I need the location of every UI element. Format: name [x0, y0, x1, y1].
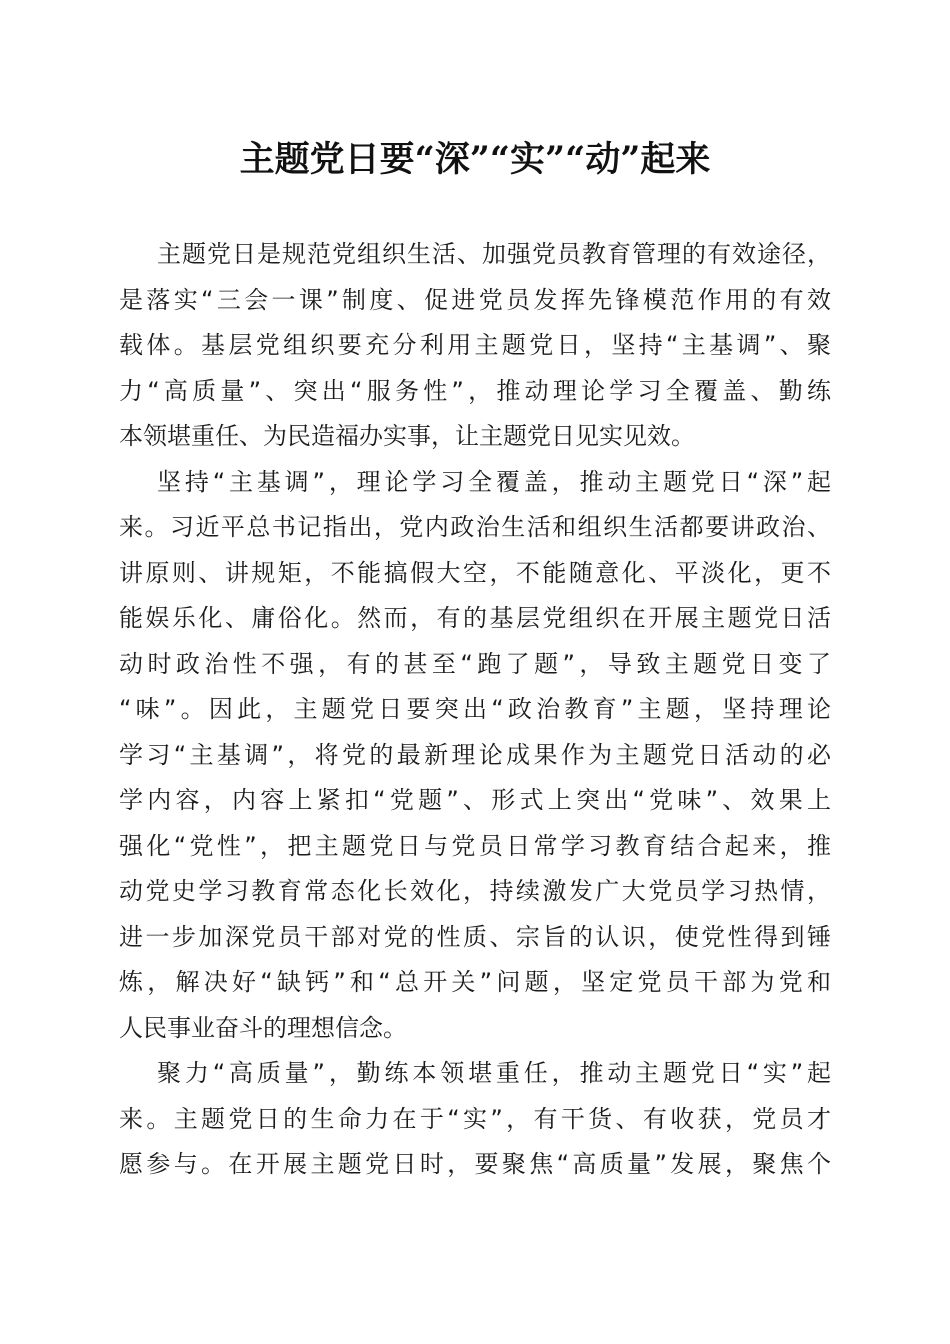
paragraph-line: 讲原则、讲规矩，不能搞假大空，不能随意化、平淡化，更不 — [119, 558, 831, 587]
paragraph-line: 学习“主基调”，将党的最新理论成果作为主题党日活动的必 — [119, 740, 831, 769]
paragraph-line: 人民事业奋斗的理想信念。 — [119, 1013, 407, 1042]
paragraph-line: 动党史学习教育常态化长效化，持续激发广大党员学习热情， — [119, 877, 831, 905]
paragraph-line: 主题党日是规范党组织生活、加强党员教育管理的有效途径， — [157, 240, 831, 268]
paragraph-line: 炼，解决好“缺钙”和“总开关”问题，坚定党员干部为党和 — [119, 968, 831, 996]
paragraph-line: 强化“党性”，把主题党日与党员日常学习教育结合起来，推 — [119, 831, 831, 860]
paragraph-line: “味”。因此，主题党日要突出“政治教育”主题，坚持理论 — [119, 695, 831, 723]
paragraph-line: 是落实“三会一课”制度、促进党员发挥先锋模范作用的有效 — [119, 285, 831, 314]
paragraph-line: 聚力“高质量”，勤练本领堪重任，推动主题党日“实”起 — [157, 1059, 831, 1087]
paragraph-line: 载体。基层党组织要充分利用主题党日，坚持“主基调”、聚 — [119, 331, 831, 359]
document-title: 主题党日要“深”“实”“动”起来 — [239, 139, 711, 180]
paragraph-line: 来。主题党日的生命力在于“实”，有干货、有收获，党员才 — [119, 1104, 831, 1133]
paragraph-line: 学内容，内容上紧扣“党题”、形式上突出“党味”、效果上 — [119, 786, 831, 814]
paragraph-line: 来。习近平总书记指出，党内政治生活和组织生活都要讲政治、 — [119, 513, 831, 541]
paragraph-line: 能娱乐化、庸俗化。然而，有的基层党组织在开展主题党日活 — [119, 604, 831, 632]
paragraph-line: 本领堪重任、为民造福办实事，让主题党日见实见效。 — [119, 422, 695, 450]
document-body — [119, 232, 831, 1188]
paragraph-line: 愿参与。在开展主题党日时，要聚焦“高质量”发展，聚焦个 — [119, 1150, 831, 1178]
paragraph-line: 动时政治性不强，有的甚至“跑了题”，导致主题党日变了 — [119, 649, 831, 678]
paragraph-line: 进一步加深党员干部对党的性质、宗旨的认识，使党性得到锤 — [119, 922, 831, 951]
paragraph-line: 力“高质量”、突出“服务性”，推动理论学习全覆盖、勤练 — [119, 376, 831, 405]
paragraph-line: 坚持“主基调”，理论学习全覆盖，推动主题党日“深”起 — [157, 467, 831, 496]
